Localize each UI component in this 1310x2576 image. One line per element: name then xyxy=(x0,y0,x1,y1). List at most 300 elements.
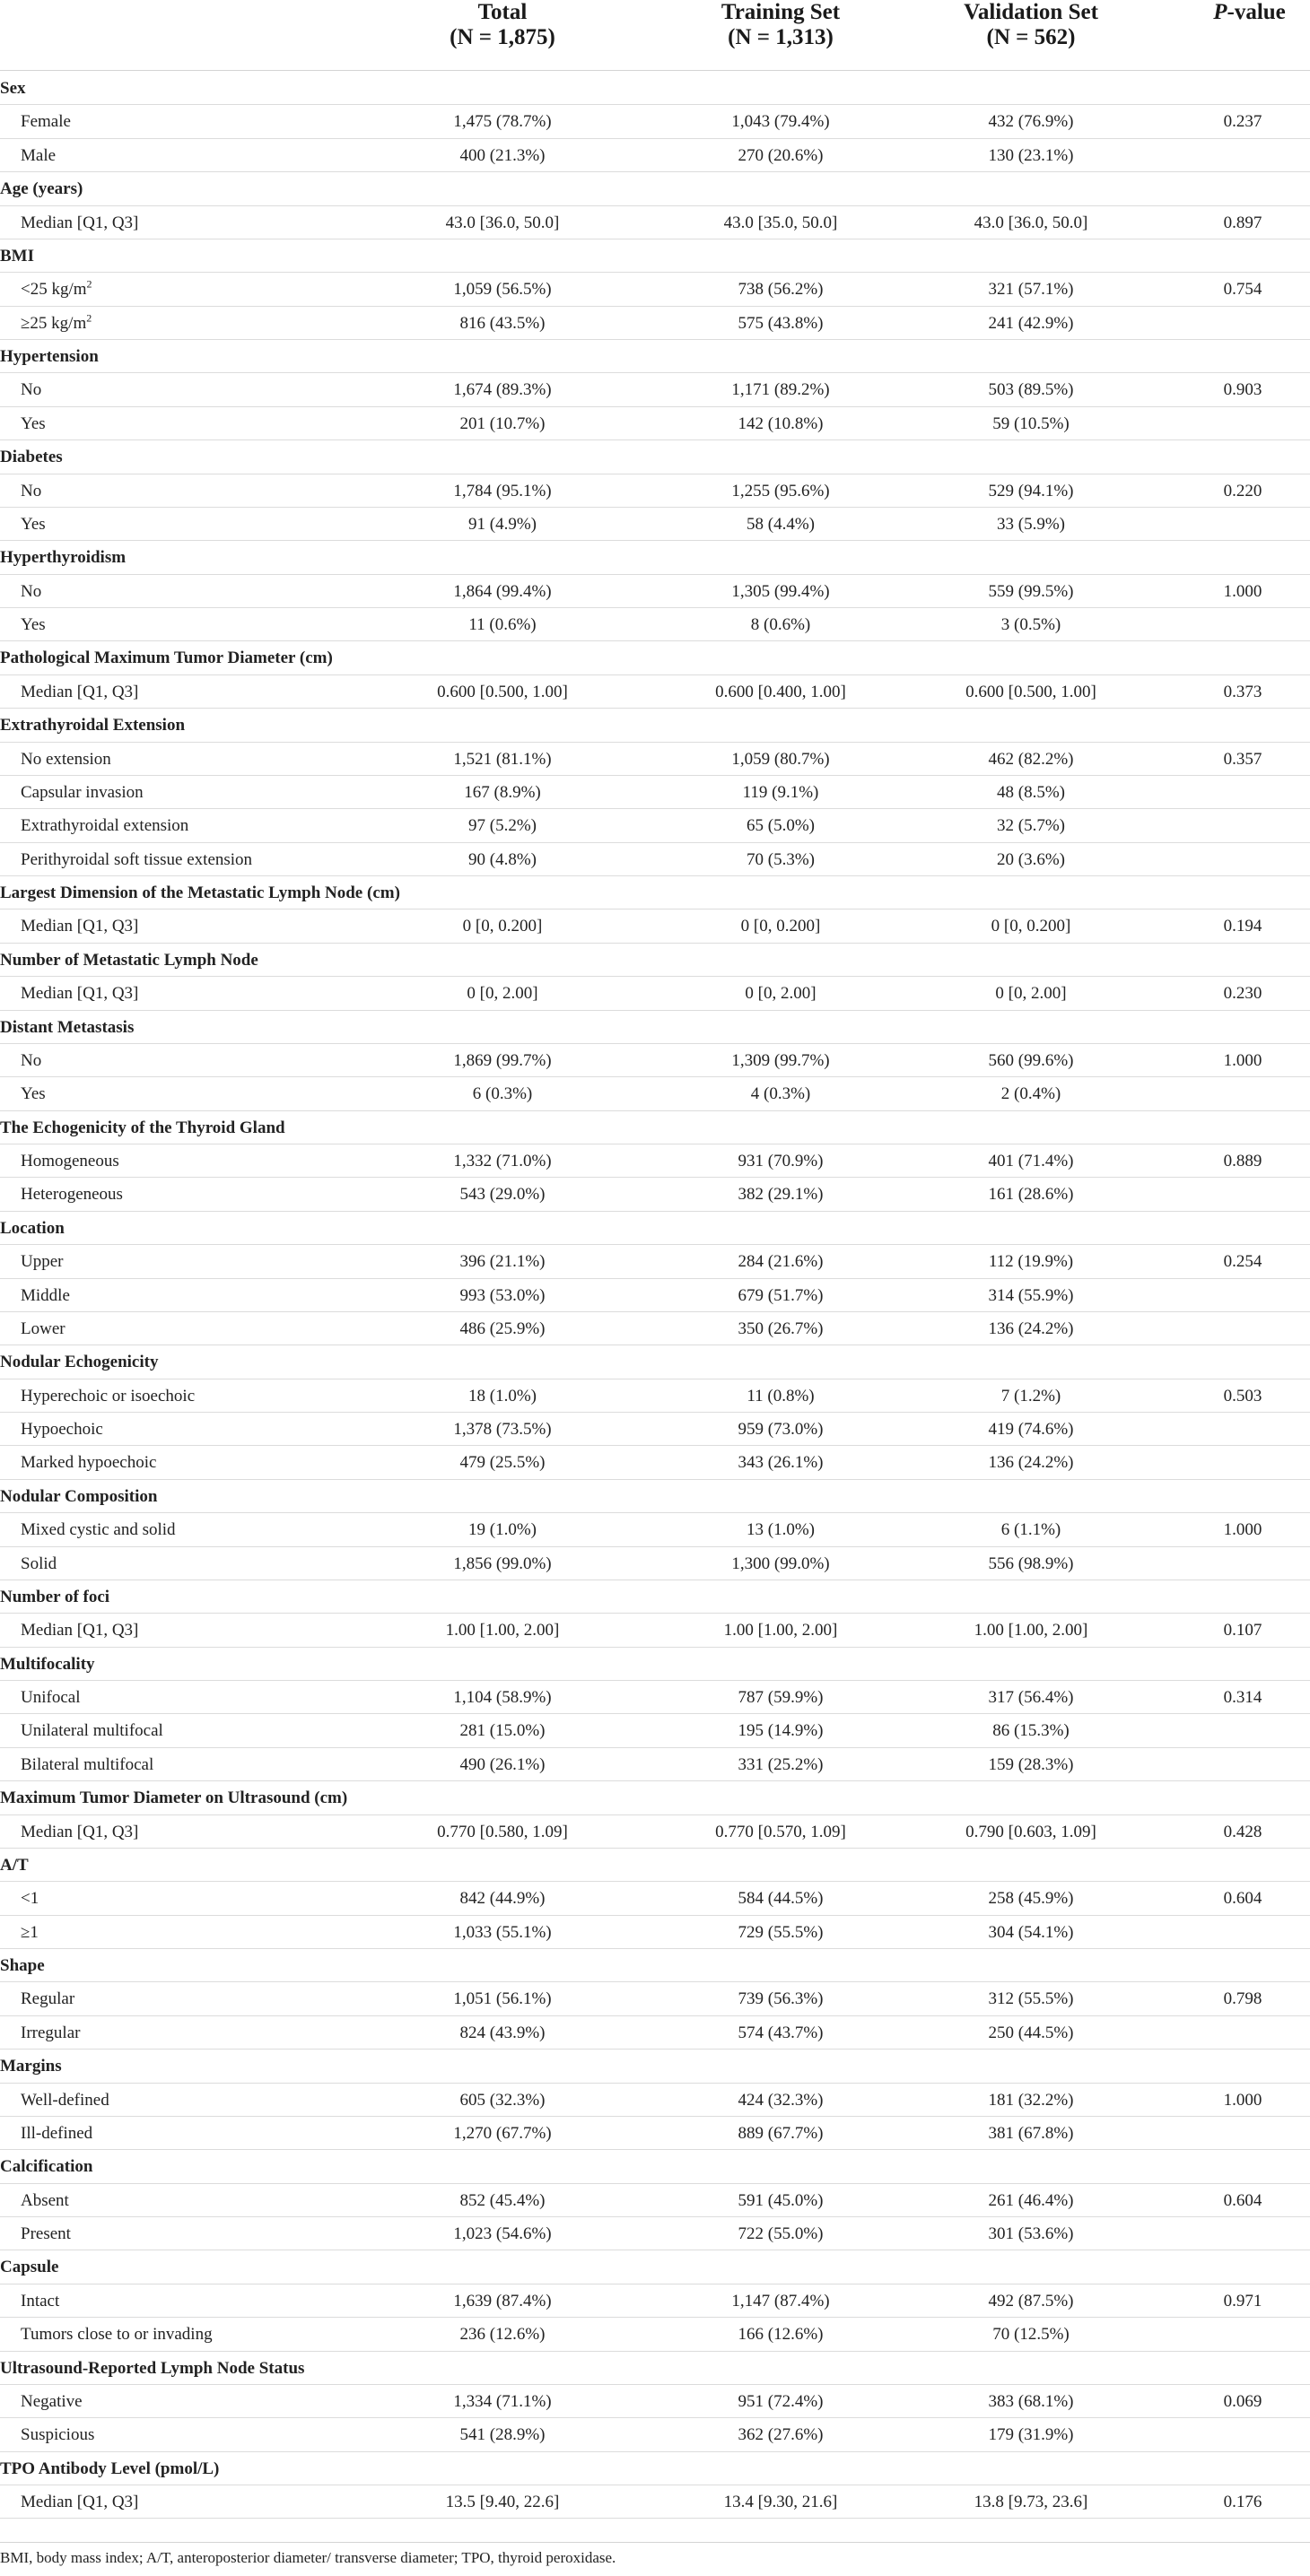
row-label-text: ≥1 xyxy=(21,1922,39,1942)
row-label-text: Lower xyxy=(21,1318,66,1338)
cell-training: 13.4 [9.30, 21.6] xyxy=(723,2493,838,2511)
cell-pvalue: 0.357 xyxy=(1223,749,1262,769)
cell-total: 490 (26.1%) xyxy=(459,1754,546,1774)
cell-validation: 529 (94.1%) xyxy=(988,481,1074,500)
section-title: Capsule xyxy=(0,2258,59,2277)
cell-training: 343 (26.1%) xyxy=(738,1453,824,1473)
table-row xyxy=(0,1614,1310,1647)
row-label xyxy=(21,776,144,809)
cell-training: 584 (44.5%) xyxy=(738,1889,824,1909)
cell-training: 142 (10.8%) xyxy=(738,413,824,433)
cell-total: 1,869 (99.7%) xyxy=(453,1050,552,1070)
row-label xyxy=(21,2217,71,2250)
section-title: The Echogenicity of the Thyroid Gland xyxy=(0,1118,285,1137)
table-row xyxy=(0,776,1310,809)
cell-total: 816 (43.5%) xyxy=(459,313,546,333)
row-label xyxy=(21,1748,153,1781)
table-row xyxy=(0,1044,1310,1077)
section-header xyxy=(0,2049,1310,2083)
section-title: Ultrasound-Reported Lymph Node Status xyxy=(0,2358,305,2378)
cell-total: 543 (29.0%) xyxy=(459,1185,546,1205)
table-footnote: BMI, body mass index; A/T, anteroposterior diameter/ transverse diameter; TPO, thyroid peroxidase. xyxy=(0,2542,1310,2576)
section-header xyxy=(0,2352,1310,2385)
cell-pvalue: 0.237 xyxy=(1223,112,1262,132)
row-label xyxy=(21,373,41,406)
row-label xyxy=(21,909,138,943)
cell-pvalue: 1.000 xyxy=(1223,581,1262,601)
cell-pvalue: 0.220 xyxy=(1223,481,1262,500)
cell-total: 1,059 (56.5%) xyxy=(453,280,552,300)
table-row xyxy=(0,1547,1310,1580)
cell-pvalue: 0.069 xyxy=(1223,2391,1262,2411)
cell-validation: 130 (23.1%) xyxy=(988,145,1074,165)
section-header xyxy=(0,1111,1310,1144)
cell-training: 11 (0.8%) xyxy=(747,1386,815,1405)
row-label xyxy=(21,474,41,508)
cell-total: 842 (44.9%) xyxy=(459,1889,546,1909)
cell-pvalue: 0.254 xyxy=(1223,1252,1262,1272)
table-row xyxy=(0,1681,1310,1714)
row-label-text: Marked hypoechoic xyxy=(21,1453,157,1473)
table-row xyxy=(0,1312,1310,1345)
cell-validation: 401 (71.4%) xyxy=(988,1152,1074,1171)
row-label-text: Bilateral multifocal xyxy=(21,1754,154,1774)
cell-training: 166 (12.6%) xyxy=(738,2325,824,2345)
cell-validation: 112 (19.9%) xyxy=(988,1252,1074,1272)
cell-total: 1,475 (78.7%) xyxy=(453,112,552,132)
section-title: Extrathyroidal Extension xyxy=(0,716,186,735)
cell-total: 605 (32.3%) xyxy=(459,2090,546,2110)
cell-training: 424 (32.3%) xyxy=(738,2090,824,2110)
row-label xyxy=(21,608,46,641)
section-header xyxy=(0,1580,1310,1614)
section-header xyxy=(0,440,1310,474)
cell-total: 1,378 (73.5%) xyxy=(453,1420,552,1439)
section-title: Nodular Composition xyxy=(0,1486,158,1506)
section-title: Maximum Tumor Diameter on Ultrasound (cm) xyxy=(0,1788,348,1808)
cell-training: 362 (27.6%) xyxy=(738,2425,824,2445)
row-label xyxy=(21,743,111,776)
cell-pvalue: 0.971 xyxy=(1223,2291,1262,2311)
cell-pvalue: 1.000 xyxy=(1223,2090,1262,2110)
cell-validation: 0 [0, 2.00] xyxy=(995,984,1067,1004)
cell-training: 679 (51.7%) xyxy=(738,1285,824,1305)
header-validation-n: (N = 562) xyxy=(986,25,1076,49)
row-label xyxy=(21,1044,41,1077)
cell-training: 1,305 (99.4%) xyxy=(731,581,830,601)
table-row xyxy=(0,508,1310,541)
row-label-text: Yes xyxy=(21,615,46,634)
table-row xyxy=(0,608,1310,641)
cell-validation: 258 (45.9%) xyxy=(988,1889,1074,1909)
cell-total: 281 (15.0%) xyxy=(459,1721,546,1741)
row-label-text: No xyxy=(21,1050,42,1070)
row-label xyxy=(21,1144,119,1178)
row-label xyxy=(21,1312,66,1345)
row-label xyxy=(21,2117,92,2150)
cell-pvalue: 1.000 xyxy=(1223,1520,1262,1540)
table-row xyxy=(0,139,1310,172)
row-label xyxy=(21,1379,195,1413)
row-label-text: Heterogeneous xyxy=(21,1185,123,1205)
cell-total: 18 (1.0%) xyxy=(468,1386,537,1405)
section-title: Hypertension xyxy=(0,347,99,366)
cell-training: 931 (70.9%) xyxy=(738,1152,824,1171)
row-label xyxy=(21,1681,80,1714)
cell-training: 1,147 (87.4%) xyxy=(731,2291,830,2311)
cell-training: 0.600 [0.400, 1.00] xyxy=(715,682,846,701)
section-header xyxy=(0,944,1310,977)
cell-pvalue: 0.903 xyxy=(1223,380,1262,400)
cell-total: 0 [0, 0.200] xyxy=(462,917,543,936)
cell-total: 541 (28.9%) xyxy=(459,2425,546,2445)
header-training-title: Training Set xyxy=(720,0,841,24)
cell-pvalue: 0.314 xyxy=(1223,1688,1262,1707)
cell-training: 0 [0, 2.00] xyxy=(745,984,817,1004)
section-title: Multifocality xyxy=(0,1654,95,1674)
cell-total: 1,334 (71.1%) xyxy=(453,2391,552,2411)
cell-training: 43.0 [35.0, 50.0] xyxy=(723,213,838,232)
row-label xyxy=(21,575,41,608)
row-label xyxy=(21,1714,163,1747)
table-row xyxy=(0,575,1310,608)
cell-total: 201 (10.7%) xyxy=(459,413,546,433)
table-row xyxy=(0,105,1310,138)
cell-training: 4 (0.3%) xyxy=(750,1084,811,1104)
row-label xyxy=(21,2084,109,2117)
cell-validation: 33 (5.9%) xyxy=(997,514,1065,534)
cell-training: 331 (25.2%) xyxy=(738,1754,824,1774)
cell-total: 1,270 (67.7%) xyxy=(453,2123,552,2143)
row-label-text: Present xyxy=(21,2224,71,2243)
table-row xyxy=(0,2084,1310,2117)
table-row xyxy=(0,307,1310,340)
table-row xyxy=(0,1077,1310,1110)
cell-pvalue: 1.000 xyxy=(1223,1050,1262,1070)
row-label-text: Median [Q1, Q3] xyxy=(21,917,139,936)
section-title: Margins xyxy=(0,2057,62,2076)
row-label-superscript: 2 xyxy=(86,277,92,291)
section-header xyxy=(0,541,1310,574)
cell-pvalue: 0.230 xyxy=(1223,984,1262,1004)
cell-validation: 2 (0.4%) xyxy=(1000,1084,1061,1104)
section-header xyxy=(0,2150,1310,2183)
section-header xyxy=(0,1949,1310,1982)
table-row xyxy=(0,373,1310,406)
row-label xyxy=(21,273,92,306)
table-row xyxy=(0,2217,1310,2250)
section-header xyxy=(0,1011,1310,1044)
row-label-text: No extension xyxy=(21,749,111,769)
row-label xyxy=(21,1614,138,1647)
table-row xyxy=(0,1279,1310,1312)
section-header xyxy=(0,709,1310,742)
row-label xyxy=(21,206,138,239)
row-label xyxy=(21,105,71,138)
table-row xyxy=(0,675,1310,709)
cell-validation: 241 (42.9%) xyxy=(988,313,1074,333)
section-header xyxy=(0,1849,1310,1882)
row-label-text: Perithyroidal soft tissue extension xyxy=(21,849,253,869)
row-label-text: Well-defined xyxy=(21,2090,109,2110)
row-label-text: <1 xyxy=(21,1889,39,1909)
table-row xyxy=(0,909,1310,943)
row-label xyxy=(21,1413,103,1446)
row-label-text: Middle xyxy=(21,1285,70,1305)
row-label xyxy=(21,1077,46,1110)
table-row xyxy=(0,1446,1310,1479)
row-label xyxy=(21,2284,59,2318)
cell-pvalue: 0.604 xyxy=(1223,2190,1262,2210)
section-title: Nodular Echogenicity xyxy=(0,1353,159,1372)
row-label xyxy=(21,2016,80,2049)
cell-total: 1,864 (99.4%) xyxy=(453,581,552,601)
cell-validation: 86 (15.3%) xyxy=(992,1721,1070,1741)
cell-validation: 20 (3.6%) xyxy=(997,849,1065,869)
cell-total: 479 (25.5%) xyxy=(459,1453,546,1473)
row-label xyxy=(21,1279,70,1312)
row-label-text: Ill-defined xyxy=(21,2123,93,2143)
cell-pvalue: 0.373 xyxy=(1223,682,1262,701)
cell-training: 738 (56.2%) xyxy=(738,280,824,300)
cell-validation: 560 (99.6%) xyxy=(988,1050,1074,1070)
cell-validation: 6 (1.1%) xyxy=(1000,1520,1061,1540)
cell-total: 1,784 (95.1%) xyxy=(453,481,552,500)
cell-training: 1,300 (99.0%) xyxy=(731,1553,830,1573)
row-label xyxy=(21,1982,74,2015)
row-label xyxy=(21,2385,83,2418)
cell-validation: 381 (67.8%) xyxy=(988,2123,1074,2143)
row-label-text: Male xyxy=(21,145,57,165)
row-label xyxy=(21,1916,39,1949)
row-label-text: Tumors close to or invading xyxy=(21,2325,213,2345)
section-header xyxy=(0,2452,1310,2485)
row-label-text: Female xyxy=(21,112,71,132)
table-row xyxy=(0,474,1310,508)
row-label xyxy=(21,2318,213,2351)
section-header xyxy=(0,1480,1310,1513)
cell-training: 0.770 [0.570, 1.09] xyxy=(715,1822,846,1841)
cell-total: 852 (45.4%) xyxy=(459,2190,546,2210)
cell-total: 0.770 [0.580, 1.09] xyxy=(437,1822,568,1841)
cell-validation: 3 (0.5%) xyxy=(1000,615,1061,634)
cell-validation: 492 (87.5%) xyxy=(988,2291,1074,2311)
cell-validation: 13.8 [9.73, 23.6] xyxy=(974,2493,1088,2511)
cell-training: 1.00 [1.00, 2.00] xyxy=(723,1621,838,1640)
row-label-text: Upper xyxy=(21,1252,64,1272)
cell-validation: 1.00 [1.00, 2.00] xyxy=(974,1621,1088,1640)
cell-pvalue: 0.176 xyxy=(1223,2493,1262,2511)
header-total xyxy=(386,0,619,50)
cell-pvalue: 0.503 xyxy=(1223,1386,1262,1405)
header-training xyxy=(664,0,897,50)
cell-total: 1,521 (81.1%) xyxy=(453,749,552,769)
section-title: Location xyxy=(0,1218,65,1238)
cell-training: 1,309 (99.7%) xyxy=(731,1050,830,1070)
row-label-text: Median [Q1, Q3] xyxy=(21,682,139,701)
row-label-text: No xyxy=(21,581,42,601)
table-row xyxy=(0,2385,1310,2418)
row-label xyxy=(21,1245,63,1278)
row-label-text: Unilateral multifocal xyxy=(21,1721,163,1741)
row-label-text: Median [Q1, Q3] xyxy=(21,213,139,232)
cell-total: 0 [0, 2.00] xyxy=(467,984,538,1004)
section-title: TPO Antibody Level (pmol/L) xyxy=(0,2459,220,2478)
row-label xyxy=(21,407,46,440)
row-label-text: Median [Q1, Q3] xyxy=(21,1822,139,1841)
cell-validation: 432 (76.9%) xyxy=(988,112,1074,132)
row-label-text: Absent xyxy=(21,2190,69,2210)
row-label-text: Yes xyxy=(21,514,46,534)
cell-training: 1,043 (79.4%) xyxy=(731,112,830,132)
cell-validation: 321 (57.1%) xyxy=(988,280,1074,300)
row-label-text: Solid xyxy=(21,1553,57,1573)
table-row xyxy=(0,843,1310,876)
cell-total: 1,033 (55.1%) xyxy=(453,1922,552,1942)
cell-training: 591 (45.0%) xyxy=(738,2190,824,2210)
section-title: Sex xyxy=(0,79,26,98)
row-label xyxy=(21,843,252,876)
row-label-text: Mixed cystic and solid xyxy=(21,1520,176,1540)
cell-total: 1,051 (56.1%) xyxy=(453,1989,552,2009)
cell-total: 90 (4.8%) xyxy=(468,849,537,869)
row-label xyxy=(21,1882,39,1915)
cell-training: 1,171 (89.2%) xyxy=(731,380,830,400)
header-total-n: (N = 1,875) xyxy=(450,25,555,49)
row-label xyxy=(21,2485,138,2519)
row-label xyxy=(21,675,138,709)
table-row xyxy=(0,977,1310,1010)
table-row xyxy=(0,407,1310,440)
row-label xyxy=(21,2418,94,2451)
section-header xyxy=(0,2250,1310,2284)
cell-total: 993 (53.0%) xyxy=(459,1285,546,1305)
cell-total: 97 (5.2%) xyxy=(468,816,537,836)
cell-validation: 314 (55.9%) xyxy=(988,1285,1074,1305)
cell-validation: 503 (89.5%) xyxy=(988,380,1074,400)
row-label-text: Capsular invasion xyxy=(21,782,144,802)
cell-validation: 48 (8.5%) xyxy=(997,782,1065,802)
table-row xyxy=(0,2418,1310,2451)
section-title: Number of foci xyxy=(0,1587,110,1606)
cell-training: 284 (21.6%) xyxy=(738,1252,824,1272)
table-body xyxy=(0,72,1310,2519)
section-header xyxy=(0,1212,1310,1245)
cell-validation: 70 (12.5%) xyxy=(992,2325,1070,2345)
cell-validation: 261 (46.4%) xyxy=(988,2190,1074,2210)
cell-validation: 136 (24.2%) xyxy=(988,1318,1074,1338)
row-label-text: Median [Q1, Q3] xyxy=(21,2493,139,2511)
row-label-text: No xyxy=(21,481,42,500)
cell-validation: 462 (82.2%) xyxy=(988,749,1074,769)
cell-training: 889 (67.7%) xyxy=(738,2123,824,2143)
cell-total: 6 (0.3%) xyxy=(472,1084,533,1104)
cell-validation: 59 (10.5%) xyxy=(992,413,1070,433)
table-row xyxy=(0,743,1310,776)
cell-pvalue: 0.107 xyxy=(1223,1621,1262,1640)
table-row xyxy=(0,809,1310,842)
section-header xyxy=(0,876,1310,909)
section-title: Number of Metastatic Lymph Node xyxy=(0,950,258,970)
table-row xyxy=(0,1513,1310,1546)
row-label-text: Median [Q1, Q3] xyxy=(21,984,139,1004)
section-title: A/T xyxy=(0,1855,29,1875)
cell-training: 1,255 (95.6%) xyxy=(731,481,830,500)
section-title: Shape xyxy=(0,1956,45,1975)
cell-training: 787 (59.9%) xyxy=(738,1688,824,1707)
cell-training: 270 (20.6%) xyxy=(738,145,824,165)
cell-validation: 161 (28.6%) xyxy=(988,1185,1074,1205)
cell-validation: 301 (53.6%) xyxy=(988,2224,1074,2243)
cell-validation: 559 (99.5%) xyxy=(988,581,1074,601)
row-label-text: Yes xyxy=(21,413,46,433)
section-header xyxy=(0,72,1310,105)
cell-validation: 43.0 [36.0, 50.0] xyxy=(974,213,1088,232)
cell-training: 382 (29.1%) xyxy=(738,1185,824,1205)
cell-validation: 0 [0, 0.200] xyxy=(991,917,1071,936)
cell-training: 729 (55.5%) xyxy=(738,1922,824,1942)
cell-pvalue: 0.604 xyxy=(1223,1889,1262,1909)
section-title: Distant Metastasis xyxy=(0,1017,135,1037)
row-label-text: ≥25 kg/m xyxy=(21,313,87,333)
table-row xyxy=(0,2284,1310,2318)
cell-training: 350 (26.7%) xyxy=(738,1318,824,1338)
section-title: BMI xyxy=(0,246,34,265)
table-row xyxy=(0,2184,1310,2217)
cell-validation: 159 (28.3%) xyxy=(988,1754,1074,1774)
table-row xyxy=(0,1379,1310,1413)
cell-pvalue: 0.897 xyxy=(1223,213,1262,232)
cell-total: 1,104 (58.9%) xyxy=(453,1688,552,1707)
cell-training: 0 [0, 0.200] xyxy=(740,917,821,936)
cell-total: 396 (21.1%) xyxy=(459,1252,546,1272)
row-label-text: Regular xyxy=(21,1989,75,2009)
table-header xyxy=(0,0,1310,71)
header-pvalue-italic: P xyxy=(1213,0,1227,24)
row-label xyxy=(21,508,46,541)
cell-training: 13 (1.0%) xyxy=(747,1520,815,1540)
cell-validation: 317 (56.4%) xyxy=(988,1688,1074,1707)
row-label-text: Suspicious xyxy=(21,2425,95,2445)
cell-pvalue: 0.889 xyxy=(1223,1152,1262,1171)
cell-total: 1,023 (54.6%) xyxy=(453,2224,552,2243)
cell-validation: 250 (44.5%) xyxy=(988,2023,1074,2042)
cell-validation: 32 (5.7%) xyxy=(997,816,1065,836)
row-label xyxy=(21,1446,156,1479)
table-row xyxy=(0,1982,1310,2015)
cell-training: 1,059 (80.7%) xyxy=(731,749,830,769)
cell-validation: 0.600 [0.500, 1.00] xyxy=(965,682,1096,701)
row-label-superscript: 2 xyxy=(86,311,92,325)
cell-total: 486 (25.9%) xyxy=(459,1318,546,1338)
cell-total: 1,332 (71.0%) xyxy=(453,1152,552,1171)
cell-total: 1.00 [1.00, 2.00] xyxy=(445,1621,560,1640)
table-row xyxy=(0,1748,1310,1781)
cell-training: 119 (9.1%) xyxy=(742,782,819,802)
section-header xyxy=(0,1781,1310,1815)
table-row xyxy=(0,1178,1310,1211)
cell-total: 13.5 [9.40, 22.6] xyxy=(445,2493,560,2511)
section-title: Diabetes xyxy=(0,448,63,467)
section-header xyxy=(0,641,1310,674)
cell-total: 19 (1.0%) xyxy=(468,1520,537,1540)
cell-validation: 312 (55.5%) xyxy=(988,1989,1074,2009)
cell-total: 824 (43.9%) xyxy=(459,2023,546,2042)
row-label xyxy=(21,809,188,842)
row-label xyxy=(21,977,138,1010)
cell-pvalue: 0.194 xyxy=(1223,917,1262,936)
row-label-text: No xyxy=(21,380,42,400)
